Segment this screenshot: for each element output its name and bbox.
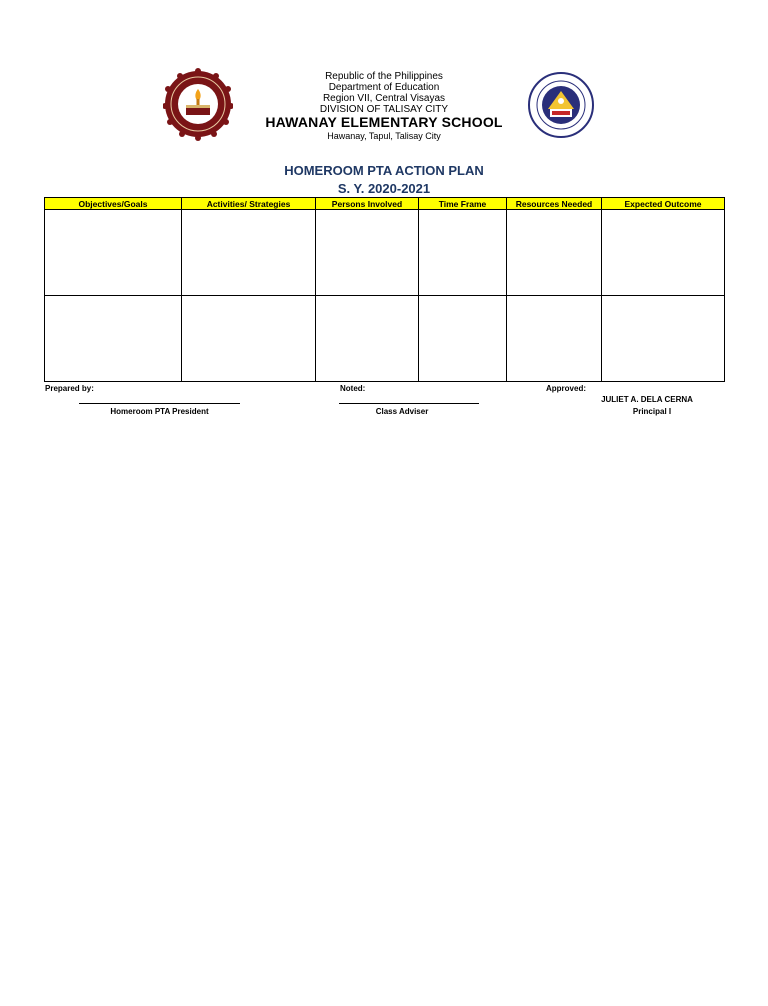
- table-cell[interactable]: [182, 210, 316, 296]
- school-seal-logo: [163, 67, 233, 147]
- school-year: S. Y. 2020-2021: [337, 181, 431, 196]
- deped-seal-logo: [526, 71, 596, 139]
- table-row: [45, 296, 725, 382]
- column-header-resources: Resources Needed: [507, 198, 602, 210]
- table-cell[interactable]: [602, 296, 725, 382]
- column-header-persons: Persons Involved: [316, 198, 419, 210]
- action-plan-table: [44, 197, 725, 382]
- table-cell[interactable]: [602, 210, 725, 296]
- header-division: DIVISION OF TALISAY CITY: [319, 104, 449, 115]
- header-republic: Republic of the Philippines: [325, 71, 443, 82]
- table-cell[interactable]: [507, 296, 602, 382]
- noted-label: Noted:: [340, 384, 366, 393]
- approver-name: JULIET A. DELA CERNA: [601, 395, 693, 404]
- column-header-time-frame: Time Frame: [419, 198, 507, 210]
- noted-signature-line: [339, 403, 479, 404]
- column-header-activities: Activities/ Strategies: [182, 198, 316, 210]
- table-cell[interactable]: [419, 210, 507, 296]
- approved-label: Approved:: [546, 384, 586, 393]
- school-name: HAWANAY ELEMENTARY SCHOOL: [265, 114, 503, 130]
- table-cell[interactable]: [419, 296, 507, 382]
- table-cell[interactable]: [182, 296, 316, 382]
- table-cell[interactable]: [45, 210, 182, 296]
- prepared-role: Homeroom PTA President: [110, 407, 209, 416]
- table-header-row: [45, 198, 725, 210]
- document-title: HOMEROOM PTA ACTION PLAN: [284, 163, 484, 178]
- column-header-objectives: Objectives/Goals: [45, 198, 182, 210]
- noted-role: Class Adviser: [375, 407, 429, 416]
- table-cell[interactable]: [316, 210, 419, 296]
- header-department: Department of Education: [328, 82, 440, 93]
- approver-role: Principal I: [632, 407, 672, 416]
- prepared-signature-line: [79, 403, 240, 404]
- school-address: Hawanay, Tapul, Talisay City: [327, 131, 441, 141]
- column-header-outcome: Expected Outcome: [602, 198, 725, 210]
- table-cell[interactable]: [45, 296, 182, 382]
- table-cell[interactable]: [316, 296, 419, 382]
- table-row: [45, 210, 725, 296]
- table-cell[interactable]: [507, 210, 602, 296]
- header-region: Region VII, Central Visayas: [322, 93, 446, 104]
- prepared-by-label: Prepared by:: [45, 384, 94, 393]
